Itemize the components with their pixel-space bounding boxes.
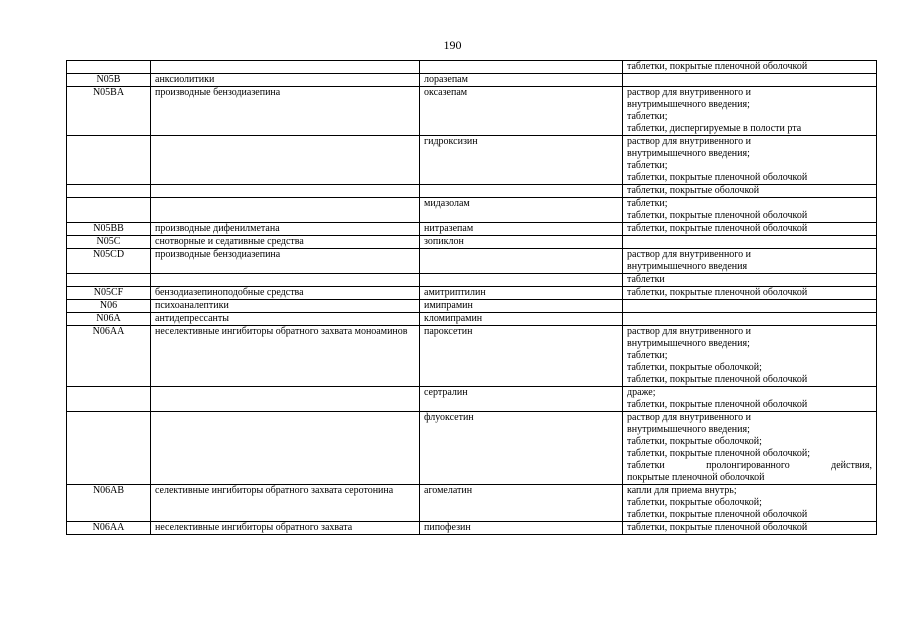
dosage-forms-cell <box>623 522 877 535</box>
table-row <box>67 185 877 198</box>
group-name-cell: производные бензодиазепина <box>151 249 420 274</box>
dosage-form-line: внутримышечного введения; <box>627 148 750 159</box>
table-row <box>67 236 877 249</box>
table-row <box>67 198 877 223</box>
atc-code-cell <box>67 412 151 485</box>
dosage-form-line: раствор для внутривенного и <box>627 326 752 337</box>
dosage-form-line: таблетки, покрытые оболочкой; <box>627 436 762 447</box>
table-row <box>67 249 877 274</box>
dosage-forms-cell <box>623 300 877 313</box>
dosage-form-line: раствор для внутривенного и <box>627 412 752 423</box>
dosage-form-line: таблетки пролонгированного действия, <box>627 460 872 471</box>
dosage-form-line: внутримышечного введения; <box>627 338 750 349</box>
table-row <box>67 87 877 136</box>
dosage-form-line: таблетки, покрытые пленочной оболочкой; <box>627 448 811 459</box>
table-row <box>67 223 877 236</box>
table-row <box>67 412 877 485</box>
dosage-form-line: таблетки, покрытые пленочной оболочкой <box>627 223 808 234</box>
dosage-form-line: внутримышечного введения <box>627 261 748 272</box>
group-name-cell: снотворные и седативные средства <box>151 236 420 249</box>
dosage-forms-cell <box>623 412 877 485</box>
drug-name-cell: агомелатин <box>420 485 623 522</box>
drug-name-cell: флуоксетин <box>420 412 623 485</box>
dosage-forms-cell <box>623 326 877 387</box>
dosage-forms-cell <box>623 313 877 326</box>
group-name-cell: селективные ингибиторы обратного захвата серотонина <box>151 485 420 522</box>
dosage-form-line: раствор для внутривенного и <box>627 136 752 147</box>
group-name-cell: неселективные ингибиторы обратного захвата моноаминов <box>151 326 420 387</box>
atc-code-cell: N06AB <box>67 485 151 522</box>
dosage-forms-cell <box>623 185 877 198</box>
dosage-form-line: таблетки; <box>627 350 668 361</box>
dosage-form-line: таблетки, покрытые пленочной оболочкой <box>627 522 808 533</box>
table-row <box>67 387 877 412</box>
table-row <box>67 522 877 535</box>
drug-name-cell <box>420 185 623 198</box>
drug-classification-table <box>66 60 877 535</box>
atc-code-cell <box>67 387 151 412</box>
drug-name-cell: нитразепам <box>420 223 623 236</box>
drug-name-cell: зопиклон <box>420 236 623 249</box>
drug-name-cell: сертралин <box>420 387 623 412</box>
table-row <box>67 74 877 87</box>
group-name-cell <box>151 412 420 485</box>
dosage-form-line: таблетки, покрытые оболочкой; <box>627 497 762 508</box>
dosage-form-line: таблетки; <box>627 160 668 171</box>
dosage-form-line: таблетки, покрытые пленочной оболочкой <box>627 210 808 221</box>
group-name-cell: бензодиазепиноподобные средства <box>151 287 420 300</box>
table-row <box>67 136 877 185</box>
dosage-form-line: таблетки, покрытые пленочной оболочкой <box>627 399 808 410</box>
dosage-form-line: покрытые пленочной оболочкой <box>627 472 765 483</box>
dosage-form-line: таблетки, диспергируемые в полости рта <box>627 123 802 134</box>
table-row <box>67 61 877 74</box>
dosage-forms-cell <box>623 274 877 287</box>
group-name-cell <box>151 185 420 198</box>
table-row <box>67 326 877 387</box>
atc-code-cell: N06AA <box>67 326 151 387</box>
table-row <box>67 287 877 300</box>
group-name-cell: анксиолитики <box>151 74 420 87</box>
dosage-form-line: таблетки; <box>627 198 668 209</box>
atc-code-cell <box>67 274 151 287</box>
dosage-forms-cell <box>623 136 877 185</box>
dosage-forms-cell <box>623 198 877 223</box>
group-name-cell: антидепрессанты <box>151 313 420 326</box>
dosage-form-line: драже; <box>627 387 656 398</box>
group-name-cell <box>151 61 420 74</box>
dosage-form-line: таблетки, покрытые оболочкой; <box>627 362 762 373</box>
atc-code-cell: N05C <box>67 236 151 249</box>
group-name-cell <box>151 274 420 287</box>
drug-name-cell <box>420 249 623 274</box>
dosage-form-line: таблетки, покрытые пленочной оболочкой <box>627 61 808 72</box>
dosage-form-line: внутримышечного введения; <box>627 99 750 110</box>
dosage-form-line: раствор для внутривенного и <box>627 249 752 260</box>
dosage-form-line: таблетки, покрытые пленочной оболочкой <box>627 374 808 385</box>
drug-name-cell: оксазепам <box>420 87 623 136</box>
atc-code-cell: N05BB <box>67 223 151 236</box>
group-name-cell: производные дифенилметана <box>151 223 420 236</box>
drug-name-cell <box>420 274 623 287</box>
drug-name-cell: гидроксизин <box>420 136 623 185</box>
group-name-cell: неселективные ингибиторы обратного захвата <box>151 522 420 535</box>
drug-name-cell: мидазолам <box>420 198 623 223</box>
drug-name-cell: амитриптилин <box>420 287 623 300</box>
atc-code-cell: N05CF <box>67 287 151 300</box>
dosage-forms-cell <box>623 485 877 522</box>
group-name-cell: психоаналептики <box>151 300 420 313</box>
dosage-form-line: внутримышечного введения; <box>627 424 750 435</box>
drug-name-cell <box>420 61 623 74</box>
dosage-form-line: таблетки <box>627 274 665 285</box>
atc-code-cell: N05B <box>67 74 151 87</box>
atc-code-cell <box>67 61 151 74</box>
group-name-cell <box>151 387 420 412</box>
dosage-forms-cell <box>623 387 877 412</box>
dosage-forms-cell <box>623 249 877 274</box>
dosage-forms-cell <box>623 287 877 300</box>
atc-code-cell: N06 <box>67 300 151 313</box>
drug-name-cell: кломипрамин <box>420 313 623 326</box>
atc-code-cell: N05BA <box>67 87 151 136</box>
drug-name-cell: пипофезин <box>420 522 623 535</box>
dosage-forms-cell <box>623 223 877 236</box>
table-row <box>67 313 877 326</box>
atc-code-cell: N05CD <box>67 249 151 274</box>
drug-name-cell: пароксетин <box>420 326 623 387</box>
table-row <box>67 485 877 522</box>
drug-name-cell: лоразепам <box>420 74 623 87</box>
dosage-forms-cell <box>623 87 877 136</box>
dosage-form-line: таблетки, покрытые пленочной оболочкой <box>627 287 808 298</box>
drug-name-cell: имипрамин <box>420 300 623 313</box>
atc-code-cell <box>67 198 151 223</box>
atc-code-cell <box>67 185 151 198</box>
atc-code-cell: N06A <box>67 313 151 326</box>
atc-code-cell: N06AA <box>67 522 151 535</box>
atc-code-cell <box>67 136 151 185</box>
dosage-form-line: капли для приема внутрь; <box>627 485 737 496</box>
dosage-forms-cell <box>623 236 877 249</box>
dosage-forms-cell <box>623 74 877 87</box>
group-name-cell: производные бензодиазепина <box>151 87 420 136</box>
dosage-form-line: раствор для внутривенного и <box>627 87 752 98</box>
group-name-cell <box>151 198 420 223</box>
dosage-form-line: таблетки, покрытые оболочкой <box>627 185 760 196</box>
dosage-form-line: таблетки, покрытые пленочной оболочкой <box>627 172 808 183</box>
dosage-forms-cell <box>623 61 877 74</box>
page-number: 190 <box>443 38 462 52</box>
table-row <box>67 300 877 313</box>
table-row <box>67 274 877 287</box>
dosage-form-line: таблетки; <box>627 111 668 122</box>
dosage-form-line: таблетки, покрытые пленочной оболочкой <box>627 509 808 520</box>
group-name-cell <box>151 136 420 185</box>
